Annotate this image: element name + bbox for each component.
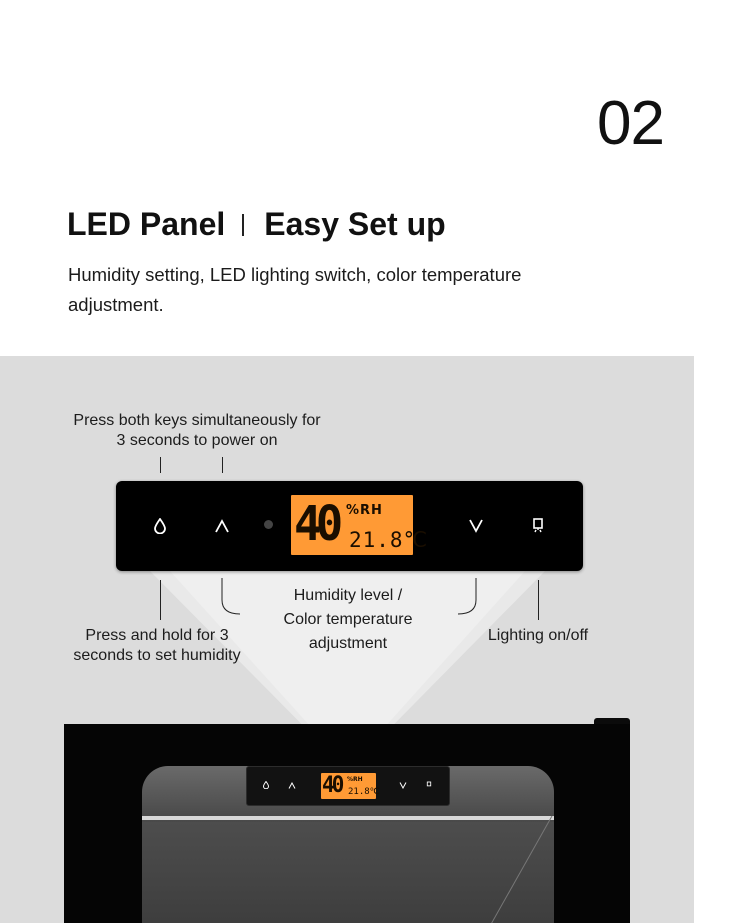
caption-power-on: Press both keys simultaneously for 3 seconds to power on xyxy=(73,412,321,449)
mini-led-panel xyxy=(246,766,450,806)
down-caret-icon xyxy=(399,782,407,789)
caption-lighting: Lighting on/off xyxy=(487,627,589,644)
product-illustration xyxy=(0,356,694,923)
mini-humidity-unit: %RH xyxy=(347,776,363,783)
led-panel xyxy=(116,481,583,571)
humidity-unit: %RH xyxy=(346,503,383,518)
caption-level: Humidity level / Color temperature adjustment xyxy=(283,587,413,652)
humidity-value: 40 xyxy=(294,496,338,552)
section-number: 02 xyxy=(597,89,664,158)
subtitle: Humidity setting, LED lighting switch, color temperature adjustment. xyxy=(68,264,522,315)
up-caret-icon xyxy=(214,519,230,533)
up-key[interactable] xyxy=(207,511,237,541)
leader-curve-left xyxy=(218,578,244,618)
light-icon xyxy=(531,518,545,534)
light-icon xyxy=(426,781,432,789)
leader-line xyxy=(222,457,223,473)
title-main: LED Panel xyxy=(67,206,226,242)
title-sub: Easy Set up xyxy=(264,206,446,242)
mini-humidity-key xyxy=(258,777,274,793)
mini-lcd-display xyxy=(321,773,380,799)
leader-line xyxy=(538,580,539,620)
mini-light-key xyxy=(421,777,437,793)
mini-up-key xyxy=(284,777,300,793)
leader-line xyxy=(160,457,161,473)
down-caret-icon xyxy=(468,519,484,533)
indicator-dot xyxy=(264,520,273,529)
humidity-key[interactable] xyxy=(145,511,175,541)
droplet-icon xyxy=(263,781,269,789)
mini-humidity-value: 40 xyxy=(322,773,342,798)
up-caret-icon xyxy=(288,782,296,789)
lcd-display xyxy=(291,495,429,555)
mini-temperature-value: 21.8℃ xyxy=(348,787,380,797)
mini-down-key xyxy=(395,777,411,793)
caption-hold: Press and hold for 3 seconds to set humidity xyxy=(73,627,241,664)
temperature-value: 21.8℃ xyxy=(349,528,429,552)
title-divider xyxy=(242,214,244,236)
light-key[interactable] xyxy=(523,511,553,541)
leader-line xyxy=(160,580,161,620)
glass-reflection xyxy=(480,816,560,923)
droplet-icon xyxy=(154,518,166,534)
page-title xyxy=(67,206,446,243)
leader-curve-right xyxy=(456,578,482,618)
down-key[interactable] xyxy=(461,511,491,541)
